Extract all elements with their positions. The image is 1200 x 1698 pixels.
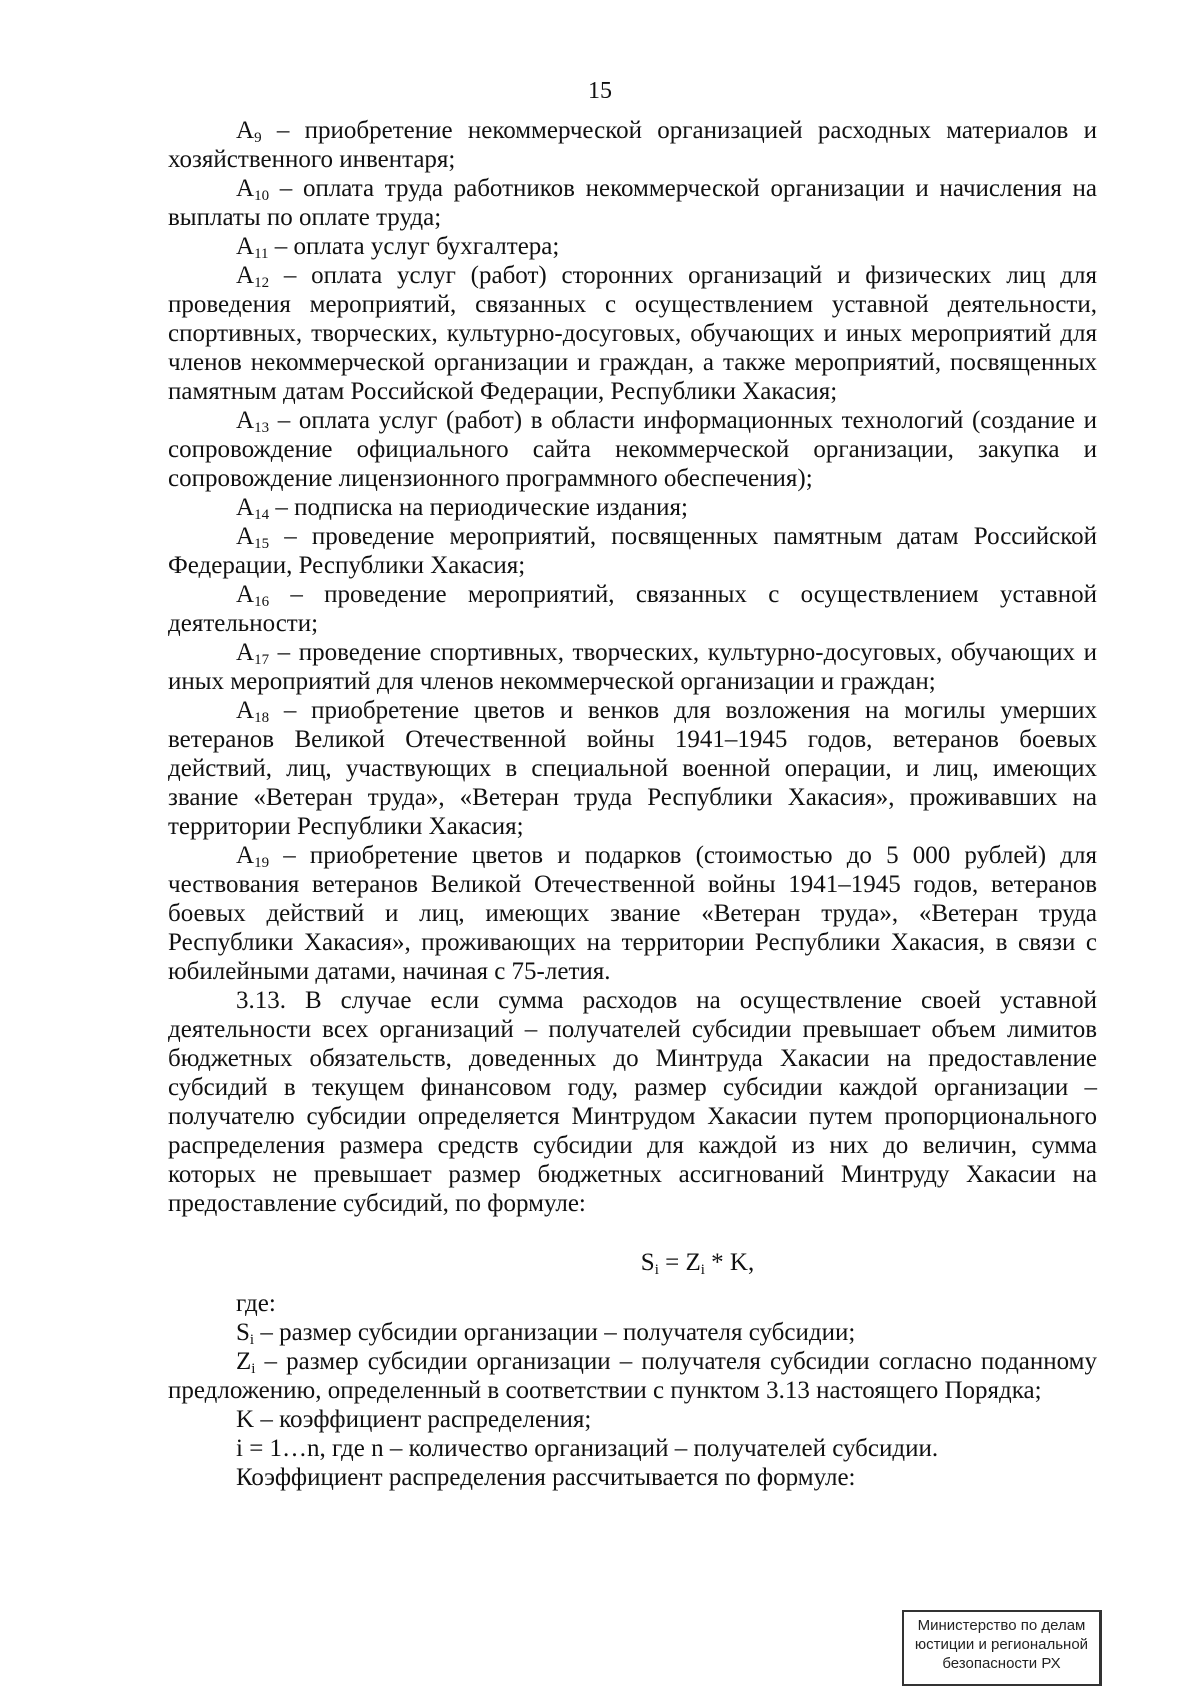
item-a18: $А_{18}$ – приобретение цветов и венков для возложения на могилы умерших ветеранов Великой Отечественной войны 1941–1945 годов, ветеранов боевых действий, лиц, участвующих в специальной военной операции, и лиц, имеющих звание «Ветеран труда», «Ветеран труда Республики Хакасия», проживавших на территории Республики Хакасия; xyxy=(168,697,1097,840)
item-text: – приобретение цветов и подарков (стоимостью до 5 000 рублей) для чествования ветеранов Великой Отечественной войны 1941–1945 годов, ветеранов боевых действий и лиц, имеющих звание «Ветеран труда», «Ветеран труда Республики Хакасия», проживающих на территории Республики Хакасия, в связи с юбилейными датами, начиная с 75-летия. xyxy=(168,842,1097,985)
item-a15: $А_{15}$ – проведение мероприятий, посвященных памятным датам Российской Федерации, Республики Хакасия; xyxy=(168,523,1097,579)
def-si: $S_i$ – размер субсидии организации – получателя субсидии; xyxy=(236,1319,856,1348)
item-text: – проведение спортивных, творческих, культурно-досуговых, обучающих и иных мероприятий для членов некоммерческой организации и граждан; xyxy=(168,639,1097,695)
subscript: 15 xyxy=(254,536,270,552)
stamp-line: безопасности РХ xyxy=(942,1655,1061,1672)
item-text: – проведение мероприятий, посвященных памятным датам Российской Федерации, Республики Хакасия; xyxy=(168,523,1097,579)
item-text: – подписка на периодические издания; xyxy=(269,494,688,521)
stamp-line: юстиции и региональной xyxy=(914,1636,1089,1653)
item-a13: $А_{13}$ – оплата услуг (работ) в области информационных технологий (создание и сопровождение официального сайта некоммерческой организации, закупка и сопровождение лицензионного программного обеспечения); xyxy=(168,407,1097,492)
item-text: – проведение мероприятий, связанных с осуществлением уставной деятельности; xyxy=(168,581,1097,637)
def-i: i = 1…n, где n – количество организаций – получателей субсидии. xyxy=(236,1435,939,1462)
paragraph-3-13: 3.13. В случае если сумма расходов на осуществление своей уставной деятельности всех организаций – получателей субсидии превышает объем лимитов бюджетных обязательств, доведенных до Минтруда Хакасии на предоставление субсидий в текущем финансовом году, размер субсидии каждой организации – получателю субсидии определяется Минтрудом Хакасии путем пропорционального распределения размера средств субсидии для каждой из них до величин, сумма которых не превышает размер бюджетных ассигнований Минтруду Хакасии на предоставление субсидий, по формуле: xyxy=(168,987,1097,1217)
document-body xyxy=(168,116,1097,1492)
item-a16: $А_{16}$ – проведение мероприятий, связанных с осуществлением уставной деятельности; xyxy=(168,581,1097,637)
def-zi: $Z_i$ – размер субсидии организации – получателя субсидии согласно поданному предложению, определенный в соответствии с пунктом 3.13 настоящего Порядка; xyxy=(168,1348,1097,1404)
subscript: 17 xyxy=(254,652,270,668)
item-a10: $А_{10}$ – оплата труда работников некоммерческой организации и начисления на выплаты по оплате труда; xyxy=(168,175,1097,231)
item-a19: $А_{19}$ – приобретение цветов и подарков (стоимостью до 5 000 рублей) для чествования ветеранов Великой Отечественной войны 1941–1945 годов, ветеранов боевых действий и лиц, имеющих звание «Ветеран труда», «Ветеран труда Республики Хакасия», проживающих на территории Республики Хакасия, в связи с юбилейными датами, начиная с 75-летия. xyxy=(168,842,1097,985)
subscript: 19 xyxy=(254,855,270,871)
subscript: 9 xyxy=(254,130,262,146)
ministry-stamp xyxy=(902,1610,1102,1686)
item-text: – оплата услуг бухгалтера; xyxy=(268,233,560,260)
subscript: 12 xyxy=(254,275,270,291)
coefficient-text: Коэффициент распределения рассчитывается по формуле: xyxy=(236,1464,856,1491)
item-text: – приобретение цветов и венков для возложения на могилы умерших ветеранов Великой Отечественной войны 1941–1945 годов, ветеранов боевых действий, лиц, участвующих в специальной военной операции, и лиц, имеющих звание «Ветеран труда», «Ветеран труда Республики Хакасия», проживавших на территории Республики Хакасия; xyxy=(168,697,1097,840)
stamp-line: Министерство по делам xyxy=(917,1617,1086,1634)
formula-si: $S_i = Z_i * K$, xyxy=(640,1249,755,1278)
subscript: 14 xyxy=(254,507,270,523)
item-a14: $А_{14}$ – подписка на периодические издания; xyxy=(236,494,688,523)
item-text: – оплата труда работников некоммерческой организации и начисления на выплаты по оплате труда; xyxy=(168,175,1097,231)
subscript: 11 xyxy=(254,246,269,262)
subscript: 13 xyxy=(254,420,270,436)
item-text: – оплата услуг (работ) в области информационных технологий (создание и сопровождение официального сайта некоммерческой организации, закупка и сопровождение лицензионного программного обеспечения); xyxy=(168,407,1097,492)
subscript: 18 xyxy=(254,710,270,726)
subscript: 10 xyxy=(254,188,270,204)
item-a11: $А_{11}$ – оплата услуг бухгалтера; xyxy=(236,233,560,262)
subscript: 16 xyxy=(254,594,270,610)
page-number: 15 xyxy=(588,78,612,104)
where-label: где: xyxy=(236,1290,276,1317)
item-text: – оплата услуг (работ) сторонних организаций и физических лиц для проведения мероприятий, связанных с осуществлением уставной деятельности, спортивных, творческих, культурно-досуговых, обучающих и иных мероприятий для членов некоммерческой организации и граждан, а также мероприятий, посвященных памятным датам Российской Федерации, Республики Хакасия; xyxy=(168,262,1097,405)
item-a9: $А_9$ – приобретение некоммерческой организацией расходных материалов и хозяйственного инвентаря; xyxy=(168,117,1097,173)
def-k: K – коэффициент распределения; xyxy=(236,1406,592,1433)
item-a12: $А_{12}$ – оплата услуг (работ) сторонних организаций и физических лиц для проведения мероприятий, связанных с осуществлением уставной деятельности, спортивных, творческих, культурно-досуговых, обучающих и иных мероприятий для членов некоммерческой организации и граждан, а также мероприятий, посвященных памятным датам Российской Федерации, Республики Хакасия; xyxy=(168,262,1097,405)
item-text: – приобретение некоммерческой организацией расходных материалов и хозяйственного инвентаря; xyxy=(168,117,1097,173)
item-a17: $А_{17}$ – проведение спортивных, творческих, культурно-досуговых, обучающих и иных мероприятий для членов некоммерческой организации и граждан; xyxy=(168,639,1097,695)
